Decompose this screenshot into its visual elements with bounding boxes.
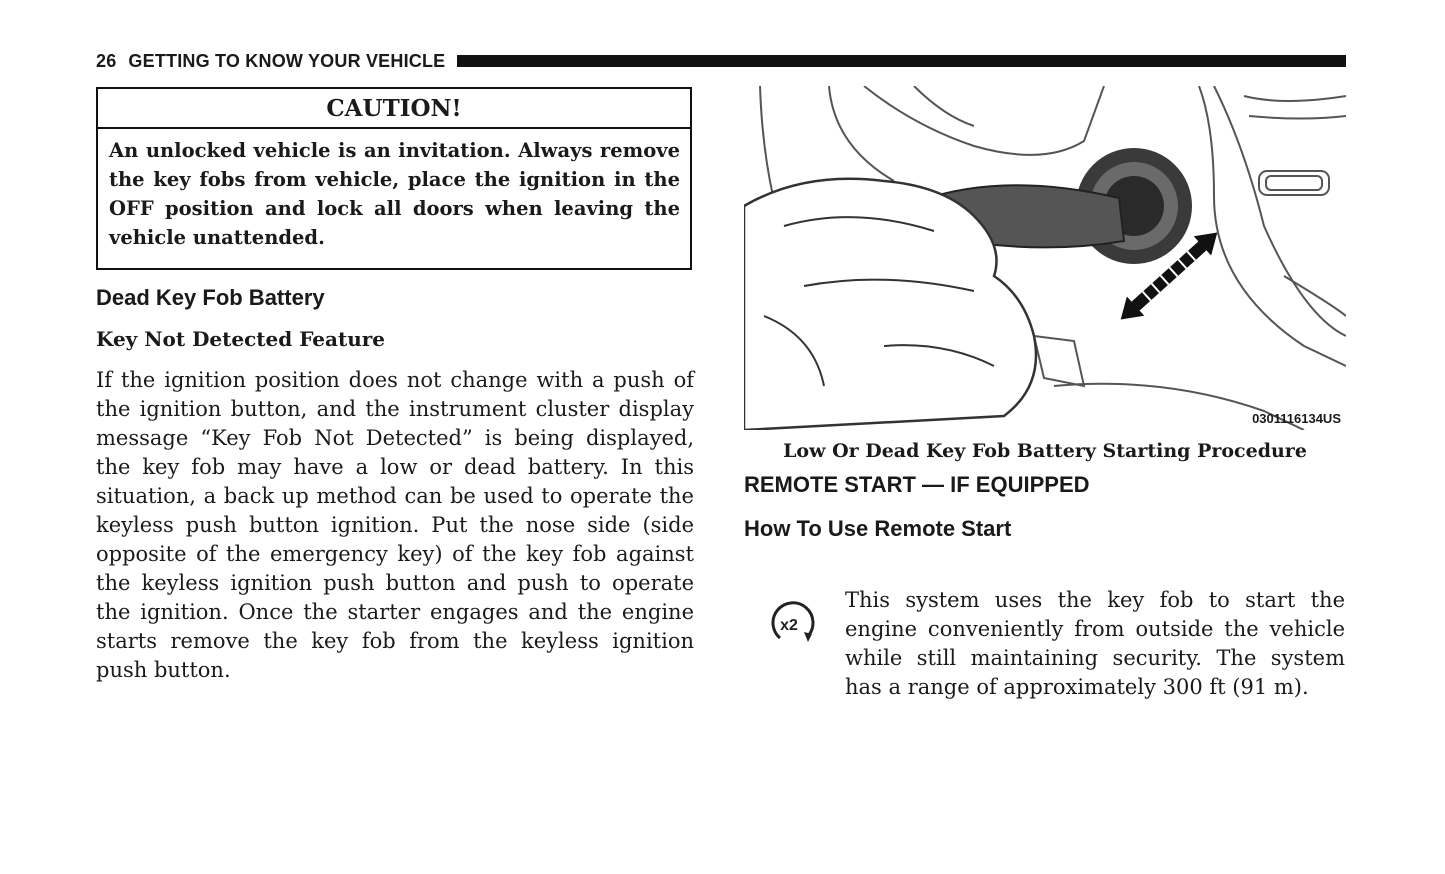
- caution-box: [96, 87, 692, 270]
- caution-title: CAUTION!: [98, 89, 690, 129]
- ignition-illustration: [744, 86, 1346, 430]
- remote-start-icon: [750, 590, 830, 660]
- ignition-drawing: [744, 86, 1346, 430]
- remote-start-heading: REMOTE START — IF EQUIPPED: [744, 472, 1090, 497]
- section-title: GETTING TO KNOW YOUR VEHICLE: [128, 50, 446, 71]
- key-not-detected-subheading: Key Not Detected Feature: [96, 327, 386, 351]
- how-to-use-remote-start-subheading: How To Use Remote Start: [744, 516, 1012, 541]
- page-header: [96, 50, 1346, 72]
- remote-start-paragraph: This system uses the key fob to start the engine conveniently from outside the vehicle while still maintaining security. The system has a range of approximately 300 ft (91 m).: [845, 588, 1345, 699]
- header-rule: [457, 55, 1346, 67]
- remote-start-x2-icon: [750, 590, 830, 660]
- icon-label: x2: [780, 617, 798, 634]
- figure-code: 0301116134US: [1252, 411, 1341, 426]
- dead-key-fob-heading: Dead Key Fob Battery: [96, 285, 325, 310]
- figure-caption: Low Or Dead Key Fob Battery Starting Procedure: [783, 440, 1307, 462]
- caution-text: An unlocked vehicle is an invitation. Always remove the key fobs from vehicle, place the ignition in the OFF position and lock all doors when leaving the vehicle unattended.: [109, 139, 680, 249]
- dead-key-fob-paragraph: If the ignition position does not change with a push of the ignition button, and the instrument cluster display message “Key Fob Not Detected” is being displayed, the key fob may have a low or dead battery. In this situation, a back up method can be used to operate the keyless push button ignition. Put the nose side (side opposite of the emergency key) of the key fob against the keyless ignition push button and push to operate the ignition. Once the starter engages and the engine starts remove the key fob from the keyless ignition push button.: [96, 368, 694, 682]
- page-number: 26: [96, 50, 117, 71]
